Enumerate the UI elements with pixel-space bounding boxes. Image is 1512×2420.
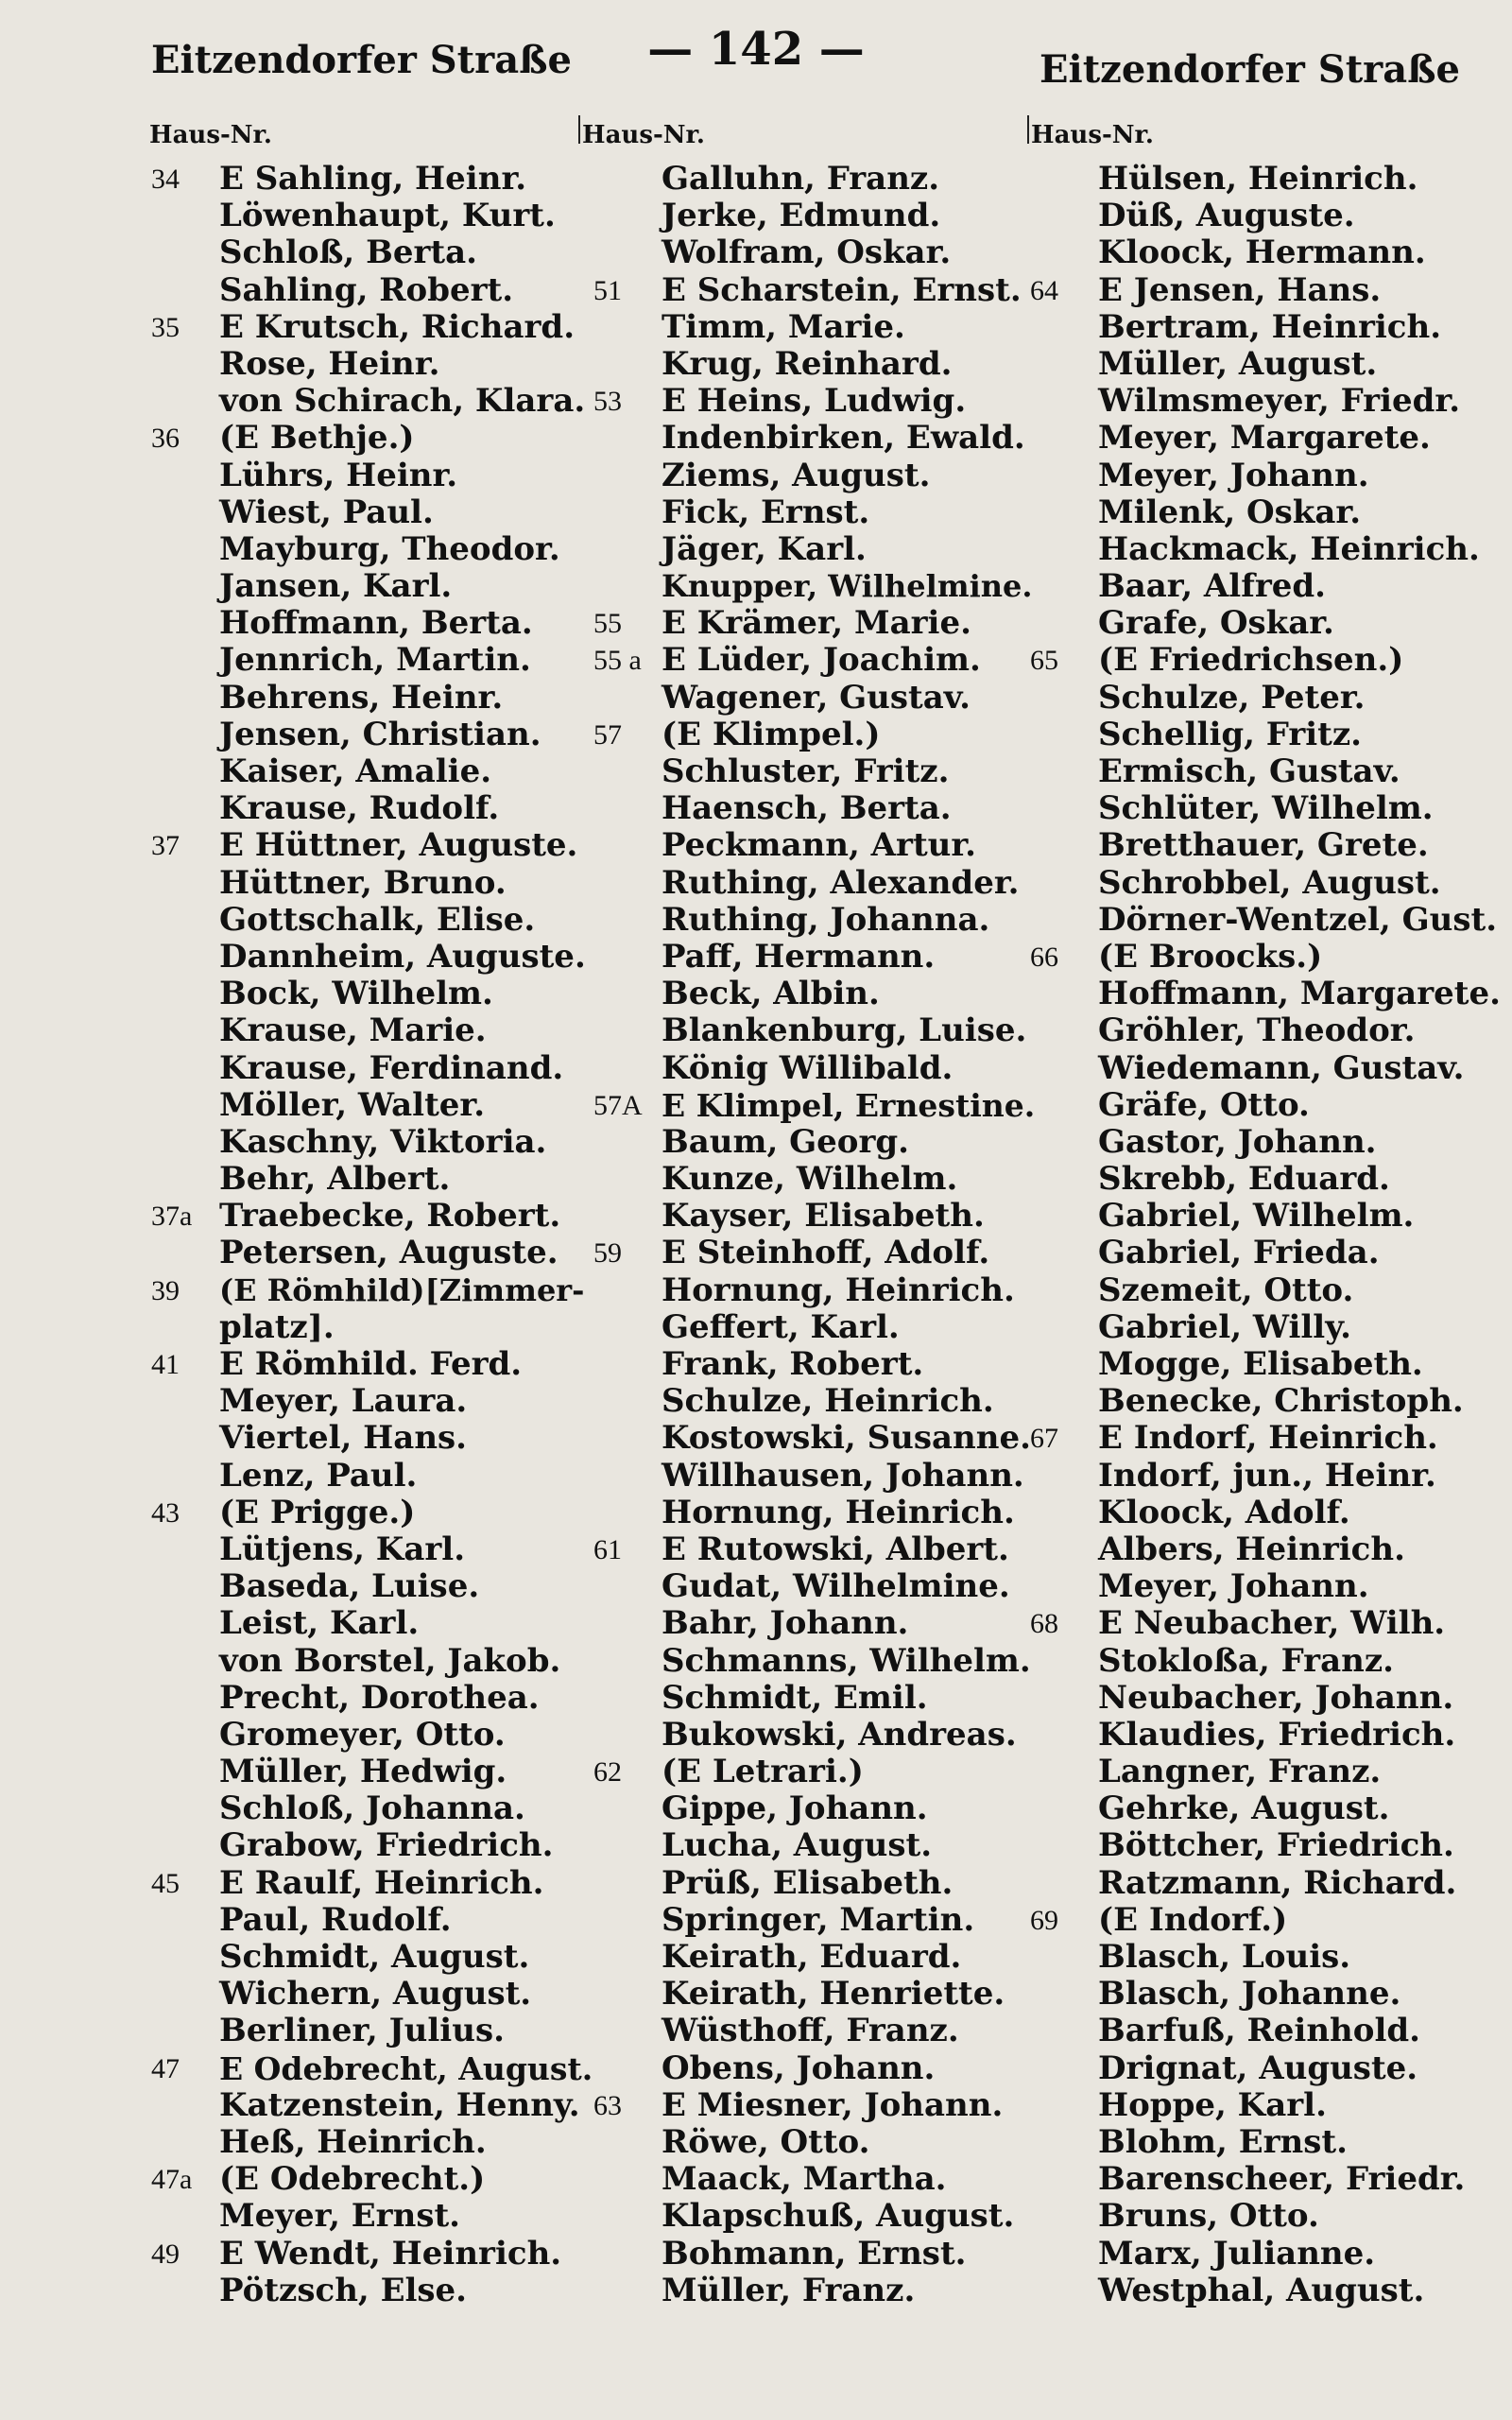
resident-name: Blasch, Johanne.	[1098, 1975, 1401, 2014]
resident-name: E Raulf, Heinrich.	[219, 1863, 544, 1902]
resident-name: Müller, Franz.	[662, 2271, 916, 2309]
resident-name: Indenbirken, Ewald.	[662, 419, 1025, 458]
resident-name: Baar, Alfred.	[1098, 567, 1326, 606]
resident-name: Gräfe, Otto.	[1098, 1085, 1310, 1124]
resident-name: Keirath, Eduard.	[662, 1938, 962, 1976]
resident-name: Röwe, Otto.	[662, 2122, 870, 2161]
resident-name: Knupper, Wilhelmine.	[662, 568, 1033, 605]
column-header-2: Haus-Nr.	[582, 121, 705, 149]
resident-name: Benecke, Christoph.	[1098, 1382, 1464, 1421]
resident-name: Jerke, Edmund.	[662, 197, 941, 235]
resident-name: E Hüttner, Auguste.	[219, 826, 578, 865]
resident-name: Meyer, Laura.	[219, 1382, 468, 1421]
resident-name: E Römhild. Ferd.	[219, 1345, 523, 1383]
resident-name: (E Indorf.)	[1098, 1900, 1288, 1939]
house-number: 57	[593, 718, 622, 751]
house-number: 39	[151, 1274, 180, 1306]
column-separator-1	[578, 115, 580, 144]
house-number: 49	[151, 2238, 180, 2270]
resident-name: Möller, Walter.	[219, 1085, 486, 1124]
resident-name: Willhausen, Johann.	[662, 1456, 1024, 1495]
resident-name: Klaudies, Friedrich.	[1098, 1715, 1456, 1754]
resident-name: Szemeit, Otto.	[1098, 1270, 1354, 1309]
resident-name: Gabriel, Frieda.	[1098, 1234, 1380, 1272]
resident-name: (E Bethje.)	[219, 419, 415, 458]
house-number: 37a	[151, 1201, 193, 1233]
resident-name: Gabriel, Willy.	[1098, 1307, 1351, 1346]
resident-name: Krause, Ferdinand.	[219, 1048, 564, 1087]
resident-name: Gippe, Johann.	[662, 1789, 928, 1828]
column-header-3: Haus-Nr.	[1031, 121, 1154, 149]
resident-name: E Krutsch, Richard.	[219, 307, 576, 346]
house-number: 34	[151, 164, 180, 195]
resident-name: Kloock, Hermann.	[1098, 233, 1426, 272]
resident-name: Kaschny, Viktoria.	[219, 1122, 547, 1161]
resident-name: Schulze, Heinrich.	[662, 1382, 994, 1421]
running-header-left: Eitzendorfer Straße	[151, 38, 572, 82]
resident-name: E Steinhoff, Adolf.	[662, 1234, 990, 1272]
house-number: 62	[593, 1756, 622, 1789]
house-number: 43	[151, 1496, 180, 1529]
resident-name: Schmidt, August.	[219, 1938, 530, 1976]
resident-name: Kostowski, Susanne.	[662, 1419, 1031, 1458]
resident-name: Kunze, Wilhelm.	[662, 1160, 958, 1199]
house-number: 68	[1030, 1608, 1058, 1640]
resident-name: Düß, Auguste.	[1098, 197, 1355, 235]
resident-name: Bukowski, Andreas.	[662, 1715, 1017, 1754]
resident-name: Blankenburg, Luise.	[662, 1011, 1027, 1050]
resident-name: platz].	[219, 1307, 335, 1346]
resident-name: Viertel, Hans.	[219, 1419, 468, 1458]
resident-name: Bock, Wilhelm.	[219, 975, 493, 1013]
resident-name: Frank, Robert.	[662, 1345, 924, 1383]
resident-name: Drignat, Auguste.	[1098, 2048, 1418, 2087]
resident-name: Indorf, jun., Heinr.	[1098, 1456, 1436, 1495]
resident-name: (E Friedrichsen.)	[1098, 641, 1404, 680]
resident-name: Krause, Rudolf.	[219, 789, 500, 828]
resident-name: Jensen, Christian.	[219, 715, 541, 753]
resident-name: E Lüder, Joachim.	[662, 641, 981, 680]
resident-name: Ermisch, Gustav.	[1098, 752, 1400, 790]
house-number: 35	[151, 311, 180, 343]
resident-name: Albers, Heinrich.	[1098, 1530, 1405, 1568]
resident-name: Jennrich, Martin.	[219, 641, 531, 680]
resident-name: Petersen, Auguste.	[219, 1234, 558, 1272]
house-number: 41	[151, 1349, 180, 1380]
resident-name: E Krämer, Marie.	[662, 604, 971, 643]
resident-name: Hornung, Heinrich.	[662, 1270, 1015, 1309]
resident-name: Meyer, Margarete.	[1098, 419, 1431, 458]
resident-name: Paul, Rudolf.	[219, 1900, 452, 1939]
resident-name: Mayburg, Theodor.	[219, 529, 560, 568]
resident-name: König Willibald.	[662, 1048, 954, 1087]
resident-name: E Jensen, Hans.	[1098, 270, 1382, 309]
resident-name: Lührs, Heinr.	[219, 456, 458, 494]
resident-name: Jäger, Karl.	[662, 529, 867, 568]
house-number: 65	[1030, 645, 1058, 677]
resident-name: Fick, Ernst.	[662, 493, 870, 531]
resident-name: (E Broocks.)	[1098, 937, 1323, 976]
resident-name: Keirath, Henriette.	[662, 1975, 1005, 2014]
resident-name: Schrobbel, August.	[1098, 863, 1441, 902]
resident-name: Wichern, August.	[219, 1975, 532, 2014]
resident-name: Neubacher, Johann.	[1098, 1678, 1454, 1717]
resident-name: Heß, Heinrich.	[219, 2122, 487, 2161]
resident-name: Hoffmann, Berta.	[219, 604, 533, 643]
resident-name: Baum, Georg.	[662, 1122, 910, 1161]
house-number: 61	[593, 1533, 622, 1565]
house-number: 47	[151, 2052, 180, 2084]
resident-name: Behrens, Heinr.	[219, 678, 504, 717]
resident-name: Meyer, Johann.	[1098, 1567, 1369, 1606]
resident-name: Wiest, Paul.	[219, 493, 434, 531]
resident-name: (E Römhild)[Zimmer-	[219, 1271, 585, 1308]
house-number: 55	[593, 608, 622, 640]
resident-name: Mogge, Elisabeth.	[1098, 1345, 1423, 1383]
resident-name: Hoppe, Karl.	[1098, 2085, 1327, 2124]
resident-name: Klapschuß, August.	[662, 2197, 1015, 2236]
resident-name: E Indorf, Heinrich.	[1098, 1419, 1438, 1458]
resident-name: Galluhn, Franz.	[662, 160, 940, 198]
resident-name: (E Letrari.)	[662, 1753, 864, 1791]
resident-name: (E Prigge.)	[219, 1493, 416, 1531]
resident-name: Stokloßa, Franz.	[1098, 1641, 1394, 1680]
house-number: 69	[1030, 1904, 1058, 1936]
resident-name: Kloock, Adolf.	[1098, 1493, 1350, 1531]
resident-name: Marx, Julianne.	[1098, 2234, 1376, 2273]
resident-name: Gabriel, Wilhelm.	[1098, 1197, 1415, 1236]
resident-name: Blohm, Ernst.	[1098, 2122, 1348, 2161]
resident-name: Pötzsch, Else.	[219, 2271, 468, 2309]
house-number: 53	[593, 386, 622, 418]
resident-name: Bohmann, Ernst.	[662, 2234, 967, 2273]
resident-name: Ruthing, Alexander.	[662, 863, 1020, 902]
resident-name: Jansen, Karl.	[219, 567, 453, 606]
column-header-1: Haus-Nr.	[149, 121, 272, 149]
resident-name: Barenscheer, Friedr.	[1098, 2160, 1466, 2199]
resident-name: Peckmann, Artur.	[662, 826, 977, 865]
resident-name: Wiedemann, Gustav.	[1098, 1048, 1465, 1087]
resident-name: Ratzmann, Richard.	[1098, 1863, 1457, 1902]
resident-name: Berliner, Julius.	[219, 2012, 505, 2050]
resident-name: Wilmsmeyer, Friedr.	[1098, 382, 1461, 421]
resident-name: von Borstel, Jakob.	[219, 1641, 561, 1680]
resident-name: Wüsthoff, Franz.	[662, 2012, 959, 2050]
resident-name: Kayser, Elisabeth.	[662, 1197, 985, 1236]
resident-name: Hülsen, Heinrich.	[1098, 160, 1418, 198]
resident-name: Dannheim, Auguste.	[219, 937, 586, 976]
house-number: 45	[151, 1867, 180, 1899]
resident-name: Sahling, Robert.	[219, 270, 514, 309]
resident-name: Hornung, Heinrich.	[662, 1493, 1015, 1531]
resident-name: Schellig, Fritz.	[1098, 715, 1363, 753]
resident-name: Lütjens, Karl.	[219, 1530, 466, 1568]
resident-name: Katzenstein, Henny.	[219, 2085, 580, 2124]
resident-name: Obens, Johann.	[662, 2048, 936, 2087]
resident-name: E Klimpel, Ernestine.	[662, 1086, 1036, 1124]
resident-name: Gromeyer, Otto.	[219, 1715, 506, 1754]
resident-name: Gottschalk, Elise.	[219, 900, 536, 939]
resident-name: Krug, Reinhard.	[662, 344, 953, 383]
resident-name: Dörner-Wentzel, Gust.	[1098, 900, 1498, 939]
resident-name: Müller, Hedwig.	[219, 1753, 507, 1791]
house-number: 36	[151, 423, 180, 455]
resident-name: E Heins, Ludwig.	[662, 382, 967, 421]
resident-name: Ziems, August.	[662, 456, 931, 494]
resident-name: Behr, Albert.	[219, 1160, 451, 1199]
resident-name: Schloß, Berta.	[219, 233, 477, 272]
resident-name: Geffert, Karl.	[662, 1307, 900, 1346]
house-number: 63	[593, 2089, 622, 2121]
resident-name: Schmanns, Wilhelm.	[662, 1641, 1031, 1680]
resident-name: Langner, Franz.	[1098, 1753, 1382, 1791]
resident-name: Kaiser, Amalie.	[219, 752, 492, 790]
resident-name: Hüttner, Bruno.	[219, 863, 507, 902]
resident-name: Gastor, Johann.	[1098, 1122, 1377, 1161]
house-number: 64	[1030, 274, 1058, 306]
resident-name: Hoffmann, Margarete.	[1098, 975, 1501, 1013]
resident-name: Grabow, Friedrich.	[219, 1826, 554, 1865]
resident-name: (E Klimpel.)	[662, 715, 881, 753]
resident-name: Krause, Marie.	[219, 1011, 487, 1050]
resident-name: Grafe, Oskar.	[1098, 604, 1334, 643]
resident-name: E Miesner, Johann.	[662, 2085, 1004, 2124]
resident-name: Blasch, Louis.	[1098, 1938, 1351, 1976]
resident-name: Paff, Hermann.	[662, 937, 936, 976]
resident-name: Gehrke, August.	[1098, 1789, 1390, 1828]
resident-name: Lenz, Paul.	[219, 1456, 418, 1495]
resident-name: Precht, Dorothea.	[219, 1678, 540, 1717]
resident-name: Westphal, August.	[1098, 2271, 1425, 2309]
resident-name: Haensch, Berta.	[662, 789, 952, 828]
resident-name: Timm, Marie.	[662, 307, 905, 346]
resident-name: Schmidt, Emil.	[662, 1678, 928, 1717]
house-number: 51	[593, 274, 622, 306]
resident-name: Springer, Martin.	[662, 1900, 975, 1939]
resident-name: Schlüter, Wilhelm.	[1098, 789, 1434, 828]
resident-name: Barfuß, Reinhold.	[1098, 2012, 1420, 2050]
house-number: 55 a	[593, 645, 642, 677]
resident-name: Müller, August.	[1098, 344, 1378, 383]
running-header-right: Eitzendorfer Straße	[1040, 47, 1460, 92]
resident-name: E Sahling, Heinr.	[219, 160, 527, 198]
resident-name: Rose, Heinr.	[219, 344, 440, 383]
column-separator-2	[1027, 115, 1029, 144]
resident-name: Schloß, Johanna.	[219, 1789, 525, 1828]
resident-name: Ruthing, Johanna.	[662, 900, 990, 939]
resident-name: Meyer, Ernst.	[219, 2197, 460, 2236]
resident-name: Traebecke, Robert.	[219, 1197, 561, 1236]
resident-name: Schulze, Peter.	[1098, 678, 1366, 717]
resident-name: E Scharstein, Ernst.	[662, 270, 1022, 309]
resident-name: Leist, Karl.	[219, 1604, 420, 1643]
resident-name: E Rutowski, Albert.	[662, 1530, 1009, 1568]
resident-name: Lucha, August.	[662, 1826, 933, 1865]
resident-name: Skrebb, Eduard.	[1098, 1160, 1390, 1199]
resident-name: Bahr, Johann.	[662, 1604, 909, 1643]
house-number: 59	[593, 1237, 622, 1270]
resident-name: Beck, Albin.	[662, 975, 880, 1013]
resident-name: Böttcher, Friedrich.	[1098, 1826, 1454, 1865]
resident-name: Hackmack, Heinrich.	[1098, 529, 1480, 568]
house-number: 47a	[151, 2164, 193, 2196]
resident-name: Milenk, Oskar.	[1098, 493, 1362, 531]
house-number: 66	[1030, 941, 1058, 973]
resident-name: Wagener, Gustav.	[662, 678, 971, 717]
resident-name: E Odebrecht, August.	[219, 2049, 593, 2087]
resident-name: Schluster, Fritz.	[662, 752, 950, 790]
resident-name: E Wendt, Heinrich.	[219, 2234, 562, 2273]
resident-name: Bertram, Heinrich.	[1098, 307, 1442, 346]
resident-name: Bruns, Otto.	[1098, 2197, 1319, 2236]
resident-name: Bretthauer, Grete.	[1098, 826, 1429, 865]
house-number: 57A	[593, 1089, 643, 1121]
resident-name: Maack, Martha.	[662, 2160, 947, 2199]
house-number: 67	[1030, 1423, 1058, 1455]
resident-name: Löwenhaupt, Kurt.	[219, 197, 556, 235]
resident-name: Wolfram, Oskar.	[662, 233, 952, 272]
resident-name: E Neubacher, Wilh.	[1098, 1604, 1446, 1643]
page-number: — 142 —	[647, 23, 865, 76]
resident-name: Baseda, Luise.	[219, 1567, 480, 1606]
resident-name: (E Odebrecht.)	[219, 2160, 486, 2199]
resident-name: Gröhler, Theodor.	[1098, 1011, 1416, 1050]
resident-name: Prüß, Elisabeth.	[662, 1863, 954, 1902]
resident-name: Meyer, Johann.	[1098, 456, 1369, 494]
house-number: 37	[151, 830, 180, 862]
resident-name: Gudat, Wilhelmine.	[662, 1567, 1010, 1606]
resident-name: von Schirach, Klara.	[219, 382, 586, 421]
